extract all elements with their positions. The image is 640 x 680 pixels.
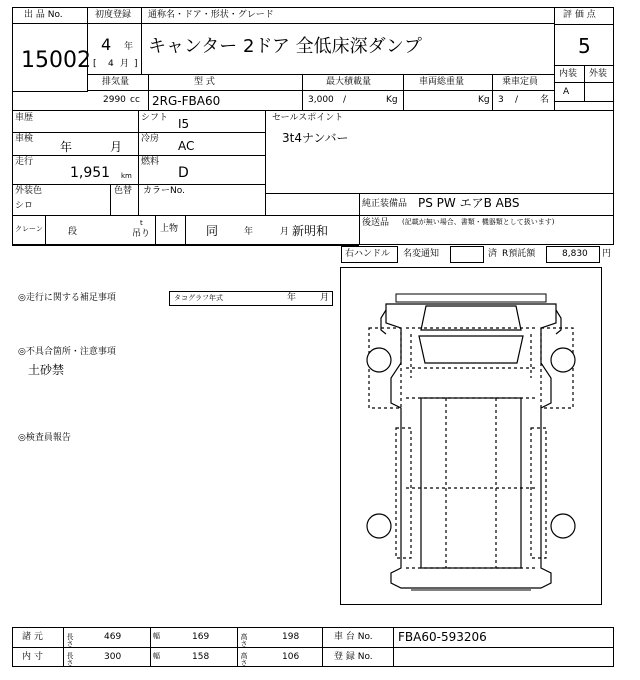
shift-label: シフト <box>141 113 169 123</box>
sales-point-value: 3t4ナンバー <box>282 131 349 145</box>
reg-bracket-close: ] <box>134 59 138 69</box>
int-height-label: 高さ <box>240 652 248 666</box>
max-load-slash: / <box>343 95 347 105</box>
ext-color-label: 外装色 <box>15 186 43 196</box>
crane-lift-unit: 吊り <box>132 229 151 239</box>
gross-weight-unit: Kg <box>478 95 490 105</box>
spec-length: 469 <box>104 632 122 642</box>
int-length: 300 <box>104 652 122 662</box>
max-load-value: 3,000 <box>308 95 334 105</box>
grade-label: 評 価 点 <box>563 10 596 20</box>
wheel-front-right <box>551 348 575 372</box>
gross-weight-label: 車両総重量 <box>419 77 465 87</box>
wheel-rear-left <box>367 514 391 538</box>
front-bumper <box>396 294 546 302</box>
mirror-left <box>381 310 386 334</box>
int-length-label: 長さ <box>66 652 74 666</box>
max-load-label: 最大積載量 <box>326 77 372 87</box>
displacement-value: 2990 <box>103 95 126 105</box>
capacity-value: 3 <box>498 95 504 105</box>
reg-year-unit: 年 <box>124 42 134 52</box>
int-width: 158 <box>192 652 210 662</box>
inspection-month-unit: 月 <box>110 140 123 154</box>
aircon-label: 冷房 <box>141 134 160 144</box>
reg-no-label: 登 録 No. <box>334 652 373 662</box>
displacement-label: 排気量 <box>102 77 130 87</box>
spec-width-label: 幅 <box>153 632 160 640</box>
windshield <box>419 336 523 363</box>
reg-month-unit: 月 <box>120 59 130 69</box>
spec-width: 169 <box>192 632 210 642</box>
fuel-value: D <box>178 165 189 181</box>
inspection-label: 車検 <box>15 134 34 144</box>
int-width-label: 幅 <box>153 652 160 660</box>
spec-height: 198 <box>282 632 300 642</box>
defects-label: ◎不具合箇所・注意事項 <box>18 347 116 357</box>
reg-month: 4 <box>108 59 114 69</box>
body-maker-label: 上物 <box>160 224 179 234</box>
max-load-unit: Kg <box>386 95 398 105</box>
crane-stage-unit: 段 <box>68 227 78 237</box>
right-handle-label: 右ハンドル <box>345 249 391 259</box>
tacho-month-unit: 月 <box>320 293 330 303</box>
shift-value: I5 <box>178 117 190 131</box>
lot-number: 15002 <box>21 48 91 73</box>
color-change-label: 色替 <box>114 186 133 196</box>
recycle-prefix: 済 <box>488 249 498 259</box>
cab-roof <box>421 306 521 330</box>
driving-notes-label: ◎走行に関する補足事項 <box>18 293 116 303</box>
capacity-unit: 名 <box>540 95 550 105</box>
tacho-year-unit: 年 <box>287 293 297 303</box>
spec-length-label: 長さ <box>66 633 74 647</box>
model-label: 型 式 <box>194 77 215 87</box>
capacity-label: 乗車定員 <box>502 77 539 87</box>
mirror-right <box>556 310 561 334</box>
interior-label: 内装 <box>559 69 578 79</box>
ext-color-value: シロ <box>15 201 34 211</box>
mileage-value: 1,951 <box>70 165 111 181</box>
equipment-label: 純正装備品 <box>362 199 408 209</box>
chassis-value: FBA60-593206 <box>398 630 487 644</box>
body-maker-same: 同 <box>206 224 219 238</box>
name-change-label: 名変通知 <box>403 249 440 259</box>
int-height: 106 <box>282 652 300 662</box>
chassis-label: 車 台 No. <box>334 632 373 642</box>
wheel-rear-right <box>551 514 575 538</box>
dims-interior-label: 内 寸 <box>22 652 43 662</box>
sales-point-label: セールスポイント <box>272 113 344 123</box>
wheel-front-left <box>367 348 391 372</box>
spec-height-label: 高さ <box>240 633 248 647</box>
equipment-value: PS PW エアB ABS <box>418 196 520 210</box>
inspection-year-unit: 年 <box>60 140 73 154</box>
interior-value: A <box>563 87 570 97</box>
side-panel-right <box>531 428 546 558</box>
truck-diagram <box>341 268 601 604</box>
grade-value: 5 <box>578 34 591 58</box>
bed-dashed <box>406 398 536 568</box>
dims-specs-label: 諸 元 <box>22 632 43 642</box>
body-maker-year-unit: 年 <box>244 227 254 237</box>
name-label: 通称名・ドア・形状・グレード <box>148 10 274 20</box>
crane-ton-unit: t <box>140 219 143 227</box>
color-no-label: カラーNo. <box>143 186 185 196</box>
mileage-unit: km <box>121 172 132 180</box>
fuel-label: 燃料 <box>141 157 160 167</box>
crane-label: クレーン <box>15 225 43 233</box>
recycle-value: 8,830 <box>562 249 588 259</box>
delivery-note: (記載が無い場合、書類・機器類として扱います) <box>402 218 555 226</box>
reg-year: 4 <box>101 35 112 54</box>
capacity-slash: / <box>515 95 519 105</box>
recycle-unit: 円 <box>602 249 612 259</box>
defects-value: 土砂禁 <box>28 363 65 377</box>
dump-bed <box>421 398 521 568</box>
side-panel-left <box>396 428 411 558</box>
aircon-value: AC <box>178 139 195 153</box>
displacement-unit: cc <box>130 95 140 105</box>
tacho-label: タコグラフ年式 <box>174 294 223 302</box>
model-value: 2RG-FBA60 <box>152 94 221 108</box>
name-change-box <box>450 246 484 263</box>
first-reg-label: 初度登録 <box>95 10 132 20</box>
recycle-label: R預託額 <box>502 249 536 259</box>
body-maker-month-unit: 月 <box>280 227 290 237</box>
mileage-label: 走行 <box>15 157 34 167</box>
delivery-label: 後送品 <box>362 218 390 228</box>
inspector-report-label: ◎検査員報告 <box>18 433 71 443</box>
exterior-label: 外装 <box>589 69 608 79</box>
reg-bracket-open: [ <box>93 59 97 69</box>
body-maker-name: 新明和 <box>292 224 329 238</box>
history-label: 車歴 <box>15 113 34 123</box>
lot-label: 出 品 No. <box>24 10 63 20</box>
vehicle-name: キャンター 2ドア 全低床深ダンプ <box>148 36 422 57</box>
